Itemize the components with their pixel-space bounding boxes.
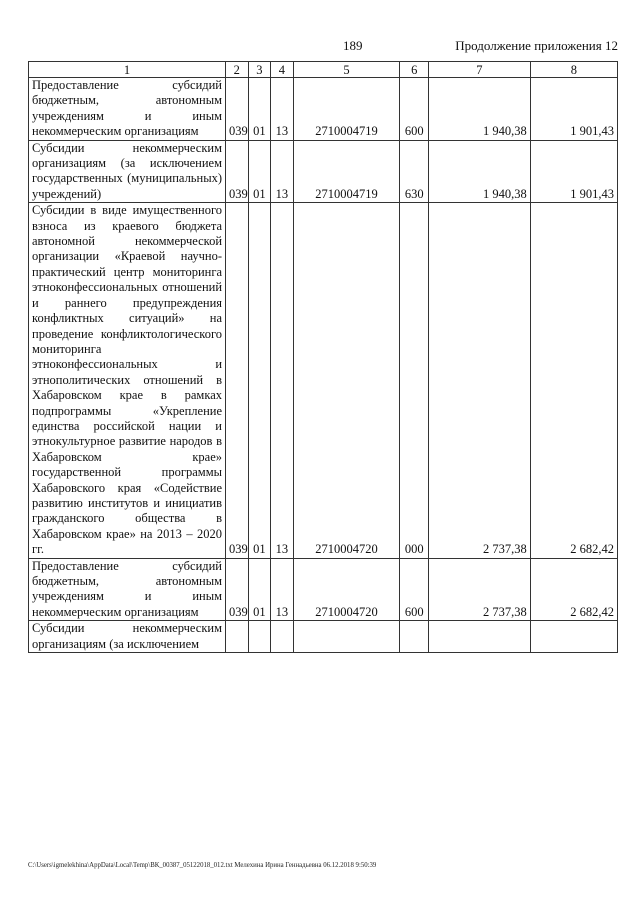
subsection-code: 13 — [271, 140, 294, 203]
target-article-code: 2710004719 — [293, 78, 400, 141]
ministry-code: 039 — [226, 558, 249, 621]
target-article-code: 2710004720 — [293, 203, 400, 558]
expense-type-code: 600 — [400, 558, 429, 621]
row-name: Предоставление субсидий бюджетным, автономным учреждениям и иным некоммерческим организациям — [29, 558, 226, 621]
ministry-code: 039 — [226, 140, 249, 203]
column-header: 6 — [400, 62, 429, 78]
subsection-code — [271, 621, 294, 653]
target-article-code: 2710004720 — [293, 558, 400, 621]
ministry-code — [226, 621, 249, 653]
table-row — [29, 558, 618, 621]
row-name: Предоставление субсидий бюджетным, автономным учреждениям и иным некоммерческим организациям — [29, 78, 226, 141]
section-code: 01 — [248, 558, 271, 621]
section-code: 01 — [248, 140, 271, 203]
column-header: 2 — [226, 62, 249, 78]
continuation-label: Продолжение приложения 12 — [455, 38, 618, 53]
expense-type-code — [400, 621, 429, 653]
file-path-footer: C:\Users\igmelekhina\AppData\Local\Temp\ВК_00387_05122018_012.txt Мелехина Ирина Геннадьевна 06.12.2018 9:50:39 — [28, 862, 377, 869]
target-article-code: 2710004719 — [293, 140, 400, 203]
expense-type-code: 600 — [400, 78, 429, 141]
row-name: Субсидии некоммерческим организациям (за исключением — [29, 621, 226, 653]
table-row — [29, 621, 618, 653]
column-header: 7 — [429, 62, 531, 78]
subsection-code: 13 — [271, 203, 294, 558]
amount-col7: 2 737,38 — [429, 558, 531, 621]
subsection-code: 13 — [271, 78, 294, 141]
page-number: 189 — [343, 38, 363, 53]
section-code — [248, 621, 271, 653]
column-header: 1 — [29, 62, 226, 78]
amount-col7: 1 940,38 — [429, 78, 531, 141]
row-name: Субсидии некоммерческим организациям (за исключением государственных (муниципальных) учреждений) — [29, 140, 226, 203]
amount-col7 — [429, 621, 531, 653]
column-header: 4 — [271, 62, 294, 78]
column-header: 5 — [293, 62, 400, 78]
header-row — [29, 62, 618, 78]
amount-col8: 2 682,42 — [530, 558, 617, 621]
ministry-code: 039 — [226, 203, 249, 558]
table-row — [29, 203, 618, 558]
amount-col7: 2 737,38 — [429, 203, 531, 558]
table-row — [29, 140, 618, 203]
budget-table — [28, 61, 618, 653]
target-article-code — [293, 621, 400, 653]
subsection-code: 13 — [271, 558, 294, 621]
column-header: 8 — [530, 62, 617, 78]
amount-col7: 1 940,38 — [429, 140, 531, 203]
expense-type-code: 630 — [400, 140, 429, 203]
column-header: 3 — [248, 62, 271, 78]
amount-col8: 1 901,43 — [530, 140, 617, 203]
ministry-code: 039 — [226, 78, 249, 141]
section-code: 01 — [248, 203, 271, 558]
expense-type-code: 000 — [400, 203, 429, 558]
amount-col8: 1 901,43 — [530, 78, 617, 141]
section-code: 01 — [248, 78, 271, 141]
amount-col8 — [530, 621, 617, 653]
row-name: Субсидии в виде имущественного взноса из краевого бюджета автономной некоммерческой организации «Краевой научно-практический центр мониторинга этноконфессиональных отношений и раннего предупреждения конфликтных ситуаций» на проведение конфликтологического мониторинга этноконфессиональных и этнополитических отношений в Хабаровском крае в рамках подпрограммы «Укрепление единства российской нации и этнокультурное развитие народов в Хабаровском крае» государственной программы Хабаровского края «Содействие развитию институтов и инициатив гражданского общества в Хабаровском крае» на 2013 – 2020 гг. — [29, 203, 226, 558]
amount-col8: 2 682,42 — [530, 203, 617, 558]
table-row — [29, 78, 618, 141]
